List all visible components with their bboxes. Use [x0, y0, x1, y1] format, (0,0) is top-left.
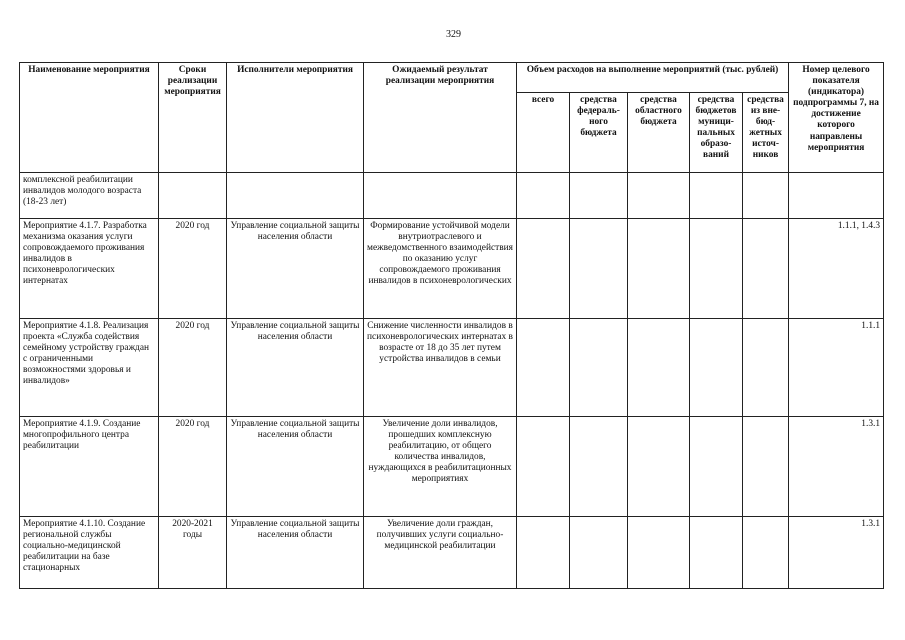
measure-term: 2020 год: [159, 219, 227, 319]
cell-federal: [570, 173, 628, 219]
measure-term: [159, 173, 227, 219]
header-name: Наименование мероприятия: [20, 63, 159, 173]
measure-executor: Управление социальной защиты населения области: [227, 417, 364, 517]
cell-total: [517, 319, 570, 417]
cell-federal: [570, 219, 628, 319]
cell-extra: [743, 173, 789, 219]
measure-term: 2020 год: [159, 417, 227, 517]
cell-regional: [628, 319, 690, 417]
cell-municipal: [690, 173, 743, 219]
measure-result: Формирование устойчивой модели внутриотраслевого и межведомственного взаимодействия по оказанию услуг сопровождаемого проживания инвалидов в психоневрологических: [364, 219, 517, 319]
header-total: всего: [517, 93, 570, 173]
cell-total: [517, 417, 570, 517]
measure-name: Мероприятие 4.1.10. Создание региональной службы социально-медицинской реабилитации на базе стационарных: [20, 517, 159, 589]
measure-name: Мероприятие 4.1.7. Разработка механизма оказания услуги сопровождаемого проживания инвалидов в психоневрологических интернатах: [20, 219, 159, 319]
header-federal: средства федераль-ного бюджета: [570, 93, 628, 173]
measure-name: Мероприятие 4.1.9. Создание многопрофильного центра реабилитации: [20, 417, 159, 517]
cell-municipal: [690, 517, 743, 589]
cell-total: [517, 173, 570, 219]
measure-indicator: [789, 173, 884, 219]
cell-municipal: [690, 219, 743, 319]
measure-result: Снижение численности инвалидов в психоневрологических интернатах в возрасте от 18 до 35 лет путем устройства инвалидов в семьи: [364, 319, 517, 417]
header-result: Ожидаемый результат реализации мероприятия: [364, 63, 517, 173]
measure-indicator: 1.3.1: [789, 517, 884, 589]
cell-municipal: [690, 319, 743, 417]
table-row: [20, 173, 884, 219]
measure-executor: Управление социальной защиты населения области: [227, 517, 364, 589]
cell-extra: [743, 517, 789, 589]
measure-executor: Управление социальной защиты населения области: [227, 219, 364, 319]
measure-indicator: 1.3.1: [789, 417, 884, 517]
measure-name: Мероприятие 4.1.8. Реализация проекта «Служба содействия семейному устройству граждан с ограниченными возможностями здоровья и инвалидов»: [20, 319, 159, 417]
header-volume: Объем расходов на выполнение мероприятий (тыс. рублей): [517, 63, 789, 93]
measure-term: 2020-2021 годы: [159, 517, 227, 589]
cell-regional: [628, 417, 690, 517]
cell-extra: [743, 417, 789, 517]
header-indicator: Номер целевого показателя (индикатора) подпрограммы 7, на достижение которого направлены мероприятия: [789, 63, 884, 173]
measure-indicator: 1.1.1, 1.4.3: [789, 219, 884, 319]
table-row: [20, 417, 884, 517]
page-number: 329: [446, 29, 461, 40]
measure-name: комплексной реабилитации инвалидов молодого возраста (18-23 лет): [20, 173, 159, 219]
cell-total: [517, 219, 570, 319]
table-row: [20, 219, 884, 319]
measure-result: Увеличение доли граждан, получивших услуги социально-медицинской реабилитации: [364, 517, 517, 589]
measure-executor: Управление социальной защиты населения области: [227, 319, 364, 417]
header-municipal: средства бюджетов муници-пальных образо-ваний: [690, 93, 743, 173]
header-extra: средства из вне-бюд-жетных источ-ников: [743, 93, 789, 173]
table-row: [20, 517, 884, 589]
cell-federal: [570, 417, 628, 517]
table-row: [20, 319, 884, 417]
cell-extra: [743, 319, 789, 417]
measure-result: [364, 173, 517, 219]
cell-extra: [743, 219, 789, 319]
cell-regional: [628, 517, 690, 589]
measure-executor: [227, 173, 364, 219]
header-terms: Сроки реализации мероприятия: [159, 63, 227, 173]
measure-result: Увеличение доли инвалидов, прошедших комплексную реабилитацию, от общего количества инвалидов, нуждающихся в реабилитационных мероприятиях: [364, 417, 517, 517]
header-executors: Исполнители мероприятия: [227, 63, 364, 173]
program-measures-table: [19, 62, 884, 589]
measure-term: 2020 год: [159, 319, 227, 417]
cell-federal: [570, 319, 628, 417]
measure-indicator: 1.1.1: [789, 319, 884, 417]
cell-municipal: [690, 417, 743, 517]
cell-regional: [628, 173, 690, 219]
header-regional: средства областного бюджета: [628, 93, 690, 173]
cell-total: [517, 517, 570, 589]
cell-regional: [628, 219, 690, 319]
cell-federal: [570, 517, 628, 589]
